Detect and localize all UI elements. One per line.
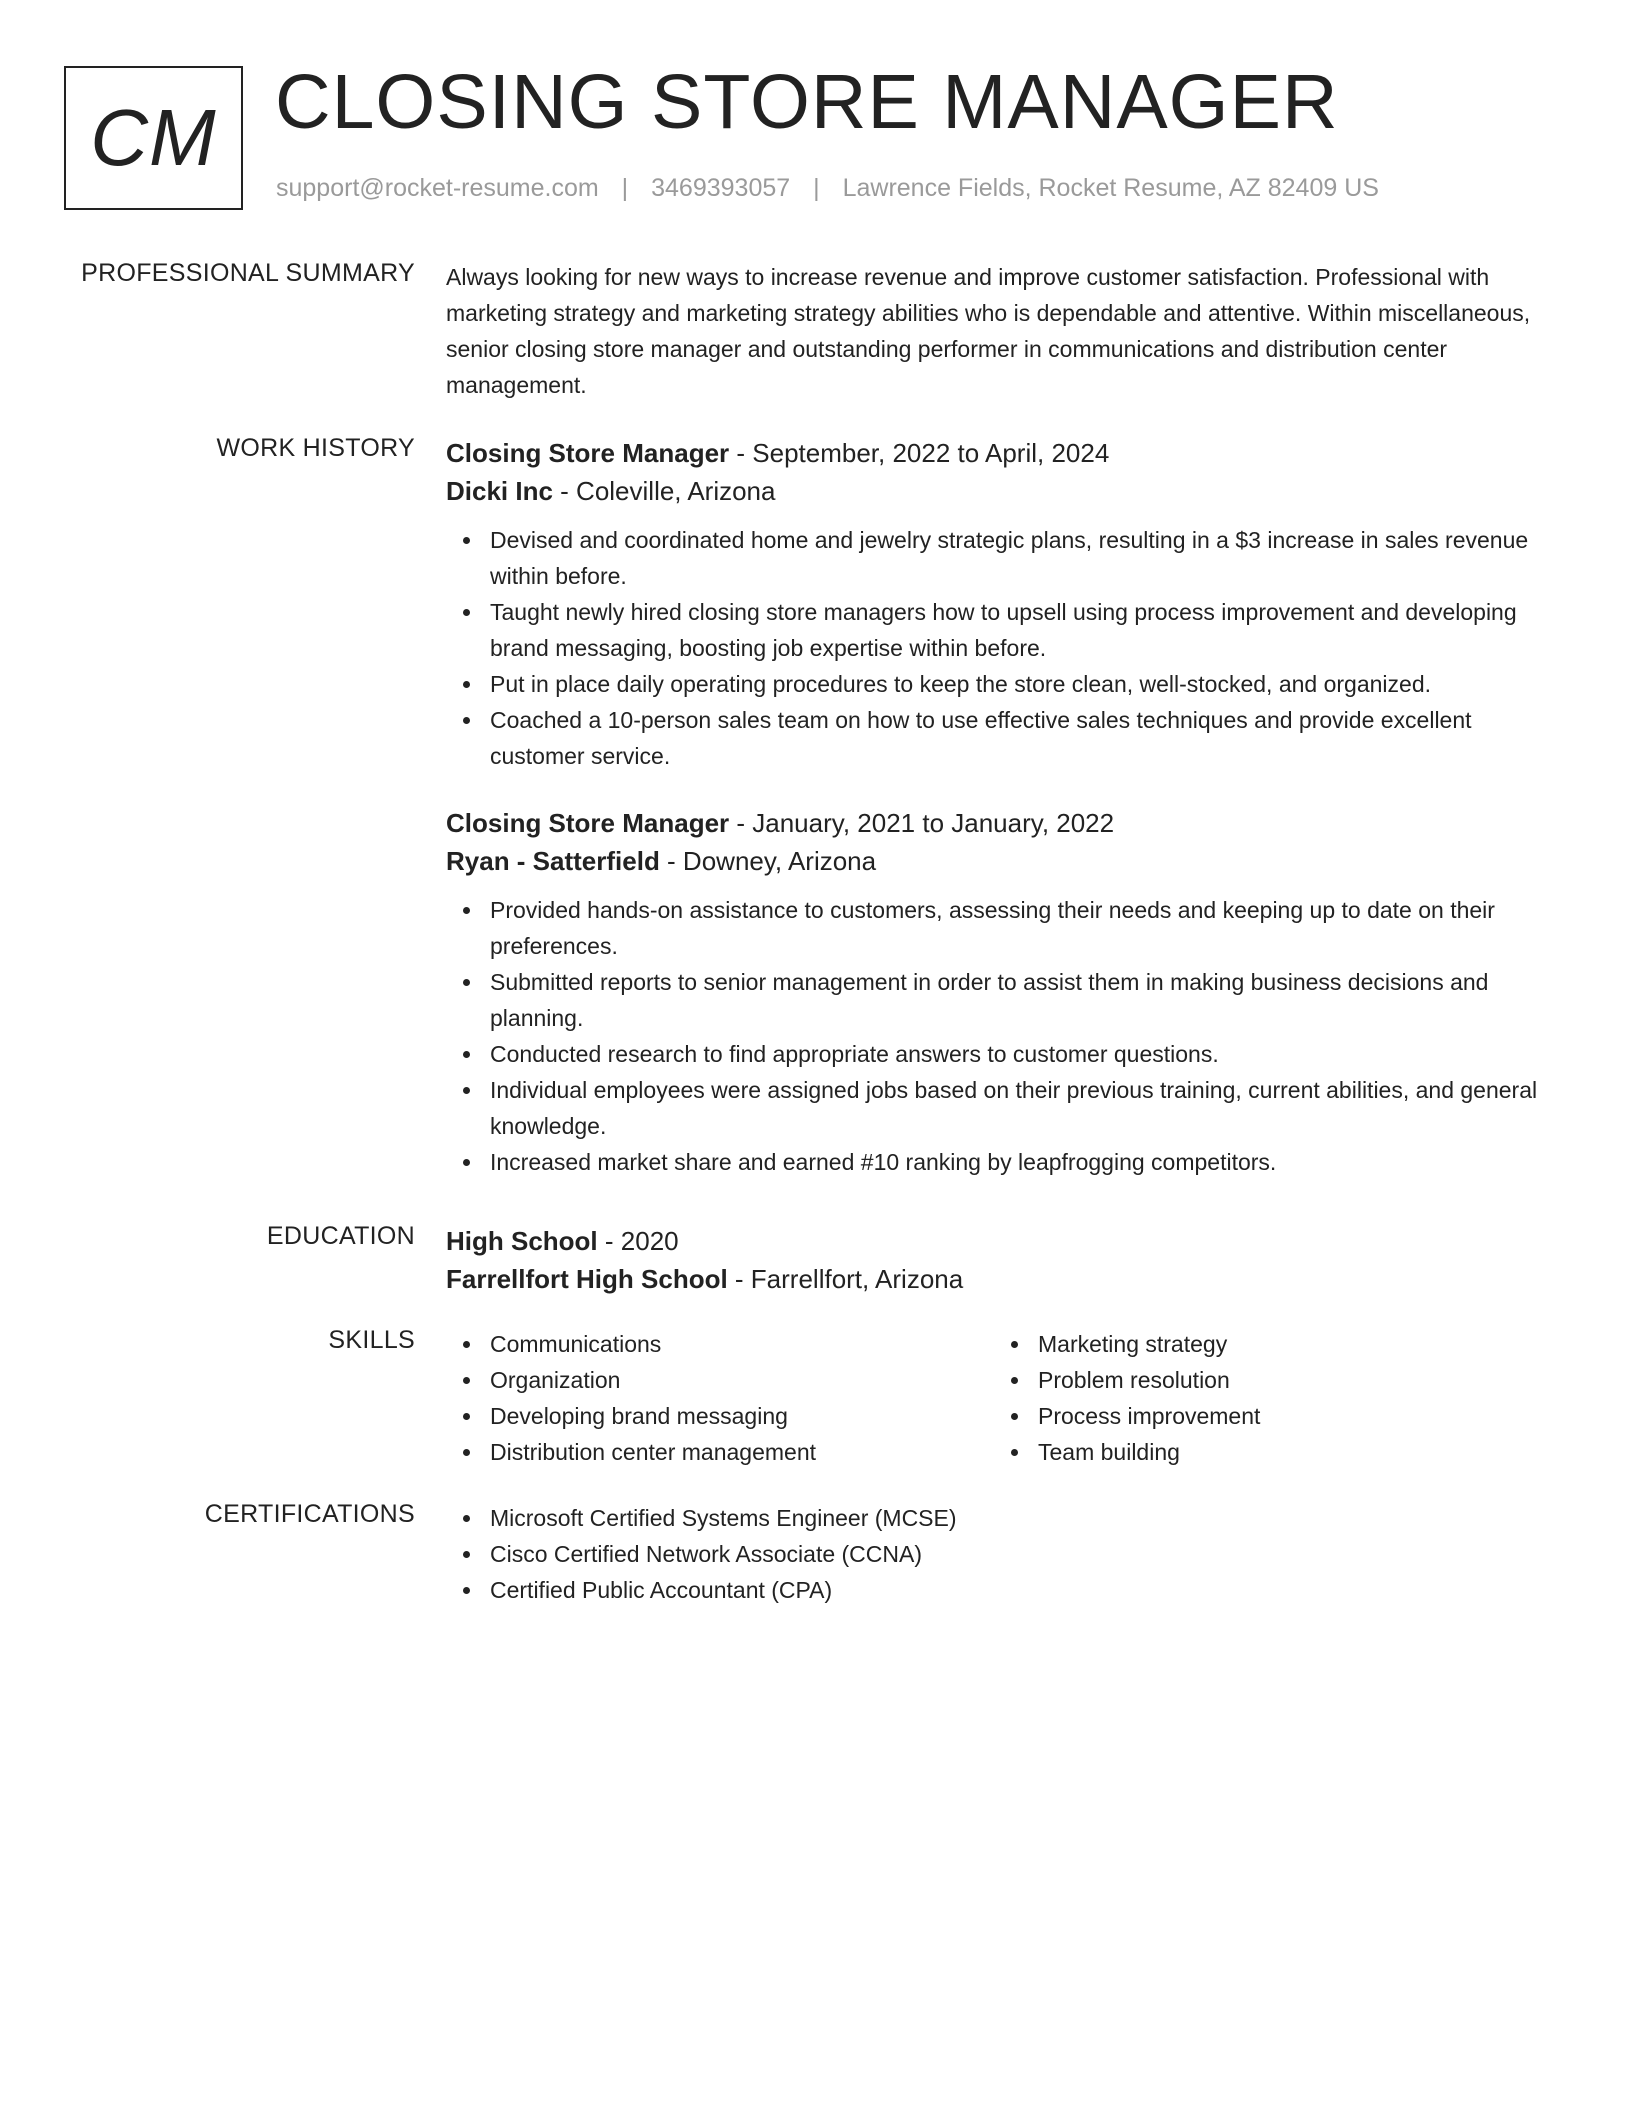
certification-item: Cisco Certified Network Associate (CCNA) [446,1536,1556,1572]
contact-phone: 3469393057 [651,174,791,202]
section-title-skills: SKILLS [328,1326,415,1354]
job-role-line [446,804,1556,842]
education-body [446,1222,1556,1298]
section-title-work-history: WORK HISTORY [216,434,415,462]
section-title-certifications: CERTIFICATIONS [204,1500,415,1528]
job-company: Dicki Inc [446,476,553,506]
work-history-body [446,434,1556,1180]
education-school-line [446,1260,1556,1298]
job-role: Closing Store Manager [446,438,730,468]
section-title-education: EDUCATION [266,1222,415,1250]
job-bullet: Coached a 10-person sales team on how to use effective sales techniques and provide excellent customer service. [446,702,1556,774]
skill-item: Problem resolution [994,1362,1542,1398]
certification-item: Microsoft Certified Systems Engineer (MCSE) [446,1500,1556,1536]
section-title-summary: PROFESSIONAL SUMMARY [81,259,415,287]
job-company: Ryan - Satterfield [446,846,660,876]
job-dates: - January, 2021 to January, 2022 [729,808,1115,838]
monogram-initials: CM [90,93,217,182]
skill-item: Developing brand messaging [446,1398,994,1434]
skills-list [446,1326,994,1470]
job-dates: - September, 2022 to April, 2024 [729,438,1110,468]
skill-item: Distribution center management [446,1434,994,1470]
skill-item: Marketing strategy [994,1326,1542,1362]
job-role-line [446,434,1556,472]
job-bullet: Increased market share and earned #10 ranking by leapfrogging competitors. [446,1144,1556,1180]
skills-column-left [446,1326,994,1470]
job-bullets [446,522,1556,774]
job-entry [446,804,1556,1180]
certifications-list [446,1500,1556,1608]
skills-body [446,1326,1556,1470]
skills-column-right [994,1326,1542,1470]
job-bullet: Provided hands-on assistance to customers, assessing their needs and keeping up to date on their preferences. [446,892,1556,964]
job-bullet: Submitted reports to senior management in order to assist them in making business decisions and planning. [446,964,1556,1036]
education-location: - Farrellfort, Arizona [727,1264,964,1294]
job-bullets [446,892,1556,1180]
contact-email: support@rocket-resume.com [276,174,599,202]
skill-item: Organization [446,1362,994,1398]
education-school: Farrellfort High School [446,1264,728,1294]
job-bullet: Devised and coordinated home and jewelry strategic plans, resulting in a $3 increase in sales revenue within before. [446,522,1556,594]
certification-item: Certified Public Accountant (CPA) [446,1572,1556,1608]
contact-address: Lawrence Fields, Rocket Resume, AZ 82409 US [842,174,1379,202]
education-degree: High School [446,1226,598,1256]
job-bullet: Taught newly hired closing store managers how to upsell using process improvement and developing brand messaging, boosting job expertise within before. [446,594,1556,666]
job-company-line [446,472,1556,510]
job-bullet: Put in place daily operating procedures to keep the store clean, well-stocked, and organized. [446,666,1556,702]
skill-item: Team building [994,1434,1542,1470]
job-location: - Coleville, Arizona [552,476,776,506]
job-bullet: Conducted research to find appropriate answers to customer questions. [446,1036,1556,1072]
job-bullet: Individual employees were assigned jobs based on their previous training, current abilities, and general knowledge. [446,1072,1556,1144]
skill-item: Communications [446,1326,994,1362]
education-year: - 2020 [597,1226,679,1256]
monogram-box [64,66,243,210]
job-company-line [446,842,1556,880]
job-location: - Downey, Arizona [659,846,877,876]
education-degree-line [446,1222,1556,1260]
skills-list [994,1326,1542,1470]
resume-header [64,59,1564,210]
contact-separator: | [621,174,629,202]
job-entry [446,434,1556,774]
job-role: Closing Store Manager [446,808,730,838]
skill-item: Process improvement [994,1398,1542,1434]
certifications-body [446,1500,1556,1608]
contact-separator: | [813,174,820,202]
summary-text: Always looking for new ways to increase revenue and improve customer satisfaction. Professional with marketing strategy and marketing strategy abilities who is dependable and attentive. Within miscellaneous, senior closing store manager and outstanding performer in communications and distribution center management. [446,264,1531,398]
contact-line [276,174,1379,203]
job-title-heading: CLOSING STORE MANAGER [275,59,1339,145]
